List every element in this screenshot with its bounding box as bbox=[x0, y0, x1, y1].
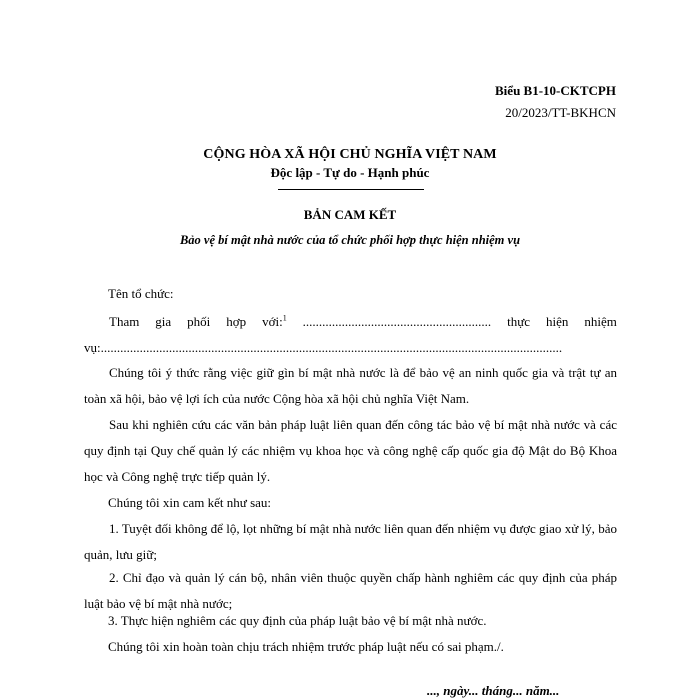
commitment-intro: Chúng tôi xin cam kết như sau: bbox=[108, 495, 272, 510]
national-motto: Độc lập - Tự do - Hạnh phúc bbox=[270, 165, 430, 180]
commitment-item-2: 2. Chỉ đạo và quản lý cán bộ, nhân viên thuộc quyền chấp hành nghiêm các quy định của pháp luật bảo vệ bí mật nhà nước; bbox=[84, 570, 617, 611]
participate-word: hiện bbox=[546, 314, 569, 329]
participate-word: Tham bbox=[109, 314, 140, 329]
document-subtitle: Bảo vệ bí mật nhà nước của tổ chức phối hợp thực hiện nhiệm vụ bbox=[179, 233, 521, 247]
closing-statement: Chúng tôi xin hoàn toàn chịu trách nhiệm trước pháp luật nếu có sai phạm./. bbox=[108, 639, 504, 654]
participate-word: với: bbox=[262, 314, 283, 329]
signature-date-line: ..., ngày... tháng... năm... bbox=[427, 683, 560, 698]
form-code: Biểu B1-10-CKTCPH bbox=[495, 83, 616, 98]
participate-dots: .......................................................... bbox=[302, 314, 492, 329]
paragraph-awareness: Chúng tôi ý thức rằng việc giữ gìn bí mật nhà nước là để bảo vệ an ninh quốc gia và trật tự an toàn xã hội, bảo vệ lợi ích của nước Cộng hòa xã hội chủ nghĩa Việt Nam. bbox=[84, 365, 617, 406]
participate-word: hợp bbox=[226, 314, 247, 329]
participate-word-with-footnote bbox=[262, 314, 287, 330]
document-title: BẢN CAM KẾT bbox=[303, 207, 397, 222]
circular-number: 20/2023/TT-BKHCN bbox=[505, 105, 616, 120]
footnote-marker: 1 bbox=[282, 313, 287, 323]
commitment-item-3: 3. Thực hiện nghiêm các quy định của pháp luật bảo vệ bí mật nhà nước. bbox=[108, 613, 487, 628]
motto-underline bbox=[278, 189, 424, 190]
paragraph-research: Sau khi nghiên cứu các văn bản pháp luật liên quan đến công tác bảo vệ bí mật nhà nước và các quy định tại Quy chế quản lý các nhiệm vụ khoa học và công nghệ cấp quốc gia độ Mật do Bộ Khoa học và Công nghệ trực tiếp quản lý. bbox=[84, 417, 617, 484]
participate-word: phối bbox=[187, 314, 211, 329]
commitment-item-1: 1. Tuyệt đối không để lộ, lọt những bí mật nhà nước liên quan đến nhiệm vụ được giao xử lý, bảo quản, lưu giữ; bbox=[84, 521, 617, 562]
organization-label: Tên tổ chức: bbox=[108, 286, 174, 301]
country-name: CỘNG HÒA XÃ HỘI CHỦ NGHĨA VIỆT NAM bbox=[203, 147, 497, 162]
participate-word: thực bbox=[507, 314, 531, 329]
task-line: vụ:.............................................................................................................................................. bbox=[84, 340, 563, 355]
participate-line bbox=[84, 314, 617, 330]
participate-word: nhiệm bbox=[584, 314, 617, 329]
participate-word: gia bbox=[155, 314, 172, 329]
